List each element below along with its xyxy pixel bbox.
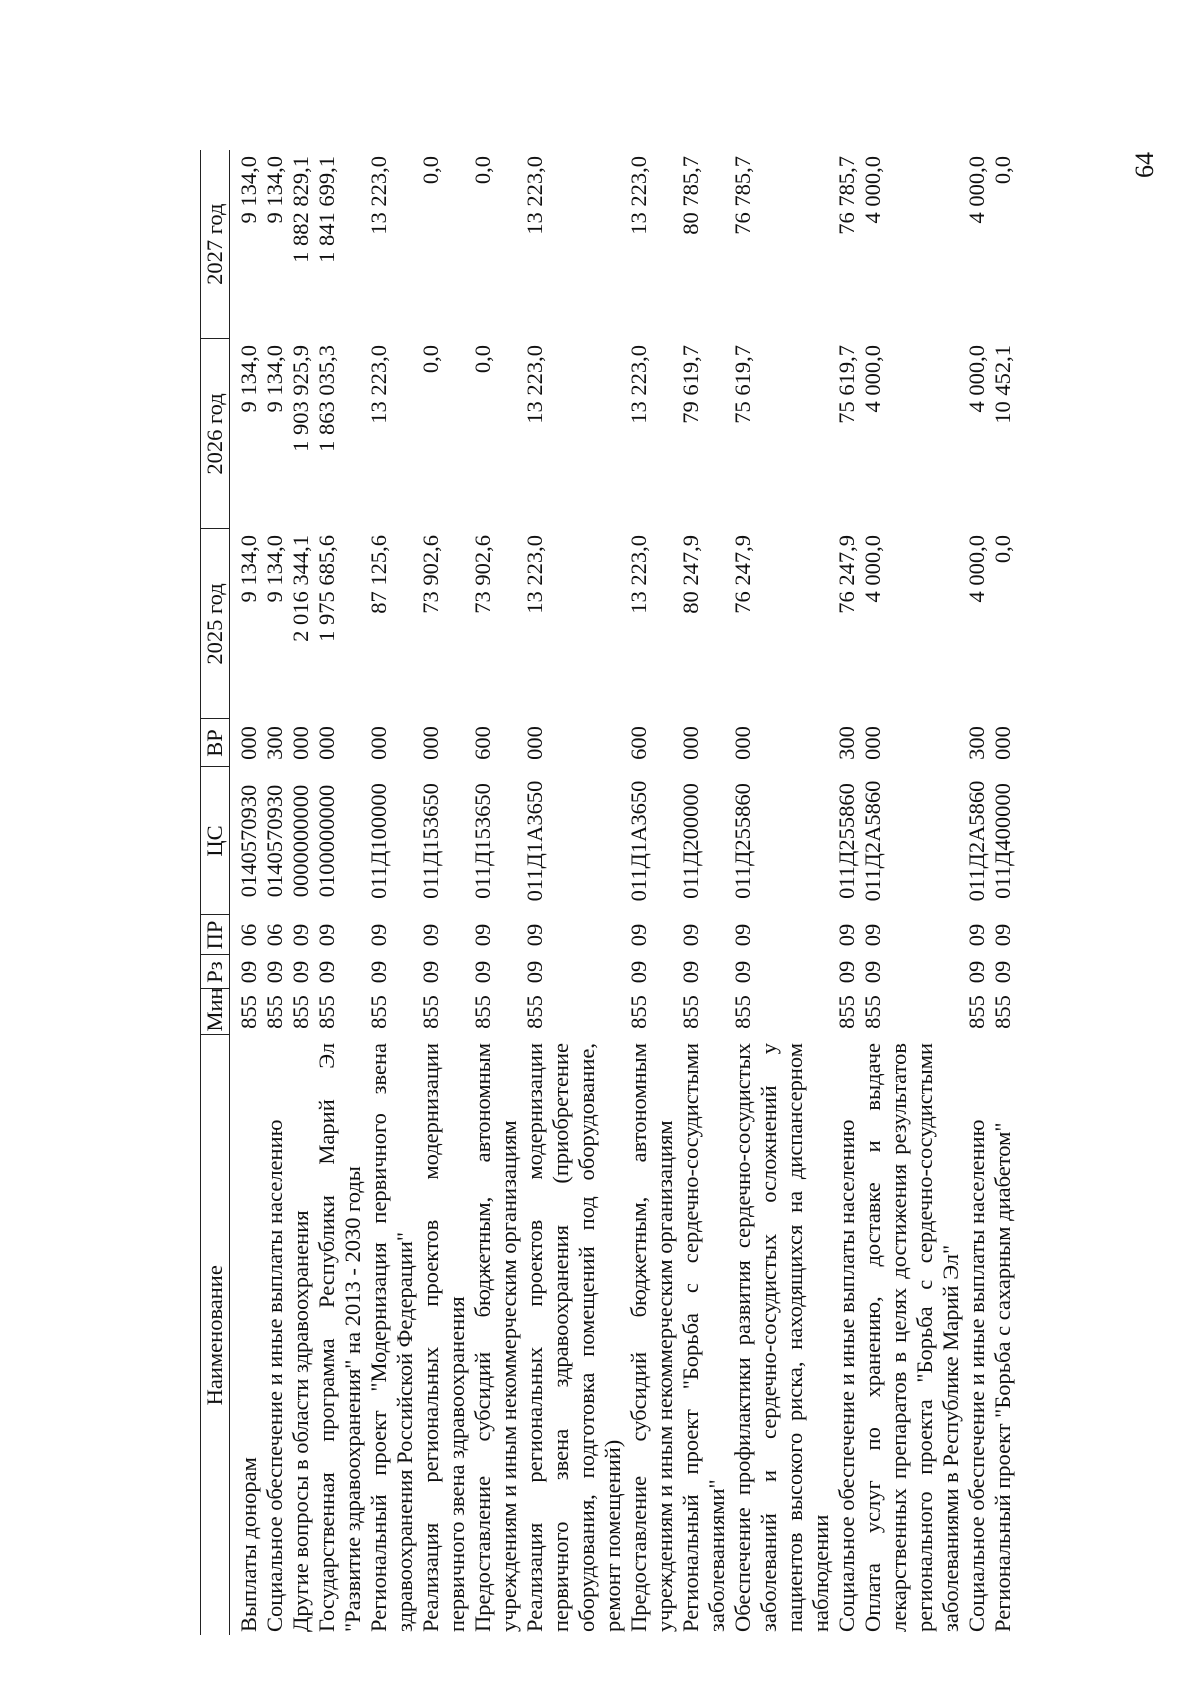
cell-rz: 09 xyxy=(834,960,859,984)
table-row xyxy=(860,150,964,1635)
header-2027: 2027 год xyxy=(201,150,230,339)
cell-pr: 09 xyxy=(418,923,443,947)
cell-rz: 09 xyxy=(288,960,313,984)
cell-2027: 13 223,0 xyxy=(366,156,391,235)
cell-cs: 011Д255860 xyxy=(730,783,755,899)
cell-pr: 09 xyxy=(834,923,859,947)
cell-2025: 4 000,0 xyxy=(964,535,989,603)
table-row xyxy=(470,150,522,1635)
table-row xyxy=(730,150,834,1635)
header-cs: ЦС xyxy=(201,767,230,915)
cell-2027: 4 000,0 xyxy=(964,156,989,224)
cell-cs: 011Д255860 xyxy=(834,783,859,899)
cell-cs: 0140570930 xyxy=(262,784,287,898)
cell-2027: 4 000,0 xyxy=(860,156,885,224)
cell-rz: 09 xyxy=(262,960,287,984)
cell-2026: 9 134,0 xyxy=(262,345,287,413)
cell-2027: 0,0 xyxy=(418,156,443,185)
cell-2027: 0,0 xyxy=(470,156,495,185)
table-row xyxy=(522,150,626,1635)
header-min: Мин xyxy=(201,989,230,1035)
cell-cs: 011Д1А3650 xyxy=(522,780,547,902)
cell-pr: 09 xyxy=(678,923,703,947)
table-row xyxy=(678,150,730,1635)
table-row xyxy=(236,150,262,1635)
cell-2026: 1 903 925,9 xyxy=(288,345,313,452)
cell-pr: 09 xyxy=(860,923,885,947)
cell-2025: 0,0 xyxy=(990,535,1015,564)
cell-name: Социальное обеспечение и иные выплаты населению xyxy=(262,1119,287,1632)
cell-rz: 09 xyxy=(522,960,547,984)
table-row xyxy=(964,150,990,1635)
cell-name: Социальное обеспечение и иные выплаты населению xyxy=(834,1119,859,1632)
cell-pr: 06 xyxy=(236,923,261,947)
cell-min: 855 xyxy=(366,995,391,1029)
cell-2025: 1 975 685,6 xyxy=(314,535,339,642)
cell-rz: 09 xyxy=(418,960,443,984)
cell-2025: 2 016 344,1 xyxy=(288,535,313,642)
cell-pr: 09 xyxy=(470,923,495,947)
cell-2026: 4 000,0 xyxy=(964,345,989,413)
cell-2027: 9 134,0 xyxy=(236,156,261,224)
cell-name: Региональный проект "Борьба с сердечно-сосудистыми заболеваниями" xyxy=(678,1043,729,1632)
cell-vr: 000 xyxy=(236,726,261,760)
cell-name: Предоставление субсидий бюджетным, автономным учреждениям и иным некоммерческим организациям xyxy=(470,1043,521,1632)
cell-name: Реализация региональных проектов модернизации первичного звена здравоохранения (приобретение оборудования, подготовка помещений под оборудование, ремонт помещений) xyxy=(522,1043,625,1632)
cell-vr: 300 xyxy=(964,726,989,760)
cell-rz: 09 xyxy=(470,960,495,984)
cell-2026: 1 863 035,3 xyxy=(314,345,339,452)
cell-cs: 011Д153650 xyxy=(470,783,495,899)
cell-min: 855 xyxy=(418,995,443,1029)
cell-cs: 011Д100000 xyxy=(366,783,391,899)
cell-pr: 09 xyxy=(626,923,651,947)
cell-cs: 011Д1А3650 xyxy=(626,780,651,902)
cell-2026: 10 452,1 xyxy=(990,345,1015,424)
cell-pr: 09 xyxy=(522,923,547,947)
cell-2025: 4 000,0 xyxy=(860,535,885,603)
cell-rz: 09 xyxy=(730,960,755,984)
table-row xyxy=(366,150,418,1635)
cell-min: 855 xyxy=(730,995,755,1029)
cell-min: 855 xyxy=(314,995,339,1029)
cell-2026: 4 000,0 xyxy=(860,345,885,413)
header-rz: Рз xyxy=(201,955,230,989)
cell-vr: 300 xyxy=(262,726,287,760)
cell-vr: 000 xyxy=(418,726,443,760)
cell-cs: 0100000000 xyxy=(314,784,339,898)
header-2026: 2026 год xyxy=(201,339,230,529)
cell-cs: 011Д153650 xyxy=(418,783,443,899)
cell-cs: 011Д200000 xyxy=(678,783,703,899)
cell-2027: 9 134,0 xyxy=(262,156,287,224)
cell-pr: 09 xyxy=(288,923,313,947)
cell-2027: 1 841 699,1 xyxy=(314,156,339,263)
cell-2025: 13 223,0 xyxy=(522,535,547,614)
table-body xyxy=(230,150,1017,1635)
cell-name: Социальное обеспечение и иные выплаты населению xyxy=(964,1119,989,1632)
cell-pr: 09 xyxy=(964,923,989,947)
cell-name: Выплаты донорам xyxy=(236,1457,261,1632)
table-row xyxy=(834,150,860,1635)
cell-pr: 09 xyxy=(730,923,755,947)
cell-vr: 600 xyxy=(470,726,495,760)
cell-vr: 000 xyxy=(860,726,885,760)
cell-cs: 0140570930 xyxy=(236,784,261,898)
cell-rz: 09 xyxy=(964,960,989,984)
cell-2025: 73 902,6 xyxy=(470,535,495,614)
cell-2027: 76 785,7 xyxy=(834,156,859,235)
cell-2027: 80 785,7 xyxy=(678,156,703,235)
cell-2026: 79 619,7 xyxy=(678,345,703,424)
table-row xyxy=(314,150,366,1635)
cell-min: 855 xyxy=(522,995,547,1029)
cell-min: 855 xyxy=(990,995,1015,1029)
cell-vr: 000 xyxy=(990,726,1015,760)
cell-2027: 0,0 xyxy=(990,156,1015,185)
cell-min: 855 xyxy=(288,995,313,1029)
cell-min: 855 xyxy=(262,995,287,1029)
cell-2025: 87 125,6 xyxy=(366,535,391,614)
cell-2026: 9 134,0 xyxy=(236,345,261,413)
cell-vr: 600 xyxy=(626,726,651,760)
cell-pr: 09 xyxy=(314,923,339,947)
cell-cs: 011Д2А5860 xyxy=(860,780,885,902)
table-header-row xyxy=(201,150,230,1635)
cell-2027: 76 785,7 xyxy=(730,156,755,235)
cell-pr: 09 xyxy=(990,923,1015,947)
cell-vr: 000 xyxy=(678,726,703,760)
cell-rz: 09 xyxy=(366,960,391,984)
cell-pr: 06 xyxy=(262,923,287,947)
cell-2026: 0,0 xyxy=(470,345,495,374)
cell-2027: 13 223,0 xyxy=(522,156,547,235)
header-vr: ВР xyxy=(201,719,230,767)
table-row xyxy=(418,150,470,1635)
page-number: 64 xyxy=(1130,152,1159,178)
cell-min: 855 xyxy=(470,995,495,1029)
header-name: Наименование xyxy=(201,1035,230,1635)
cell-cs: 0000000000 xyxy=(288,784,313,898)
cell-2026: 0,0 xyxy=(418,345,443,374)
cell-2025: 76 247,9 xyxy=(834,535,859,614)
cell-name: Региональный проект "Модернизация первичного звена здравоохранения Российской Федерации" xyxy=(366,1043,417,1632)
rotated-table-container xyxy=(200,150,1040,1635)
budget-table xyxy=(200,150,1016,1635)
cell-rz: 09 xyxy=(990,960,1015,984)
cell-name: Предоставление субсидий бюджетным, автономным учреждениям и иным некоммерческим организациям xyxy=(626,1043,677,1632)
cell-name: Реализация региональных проектов модернизации первичного звена здравоохранения xyxy=(418,1043,469,1632)
cell-2027: 13 223,0 xyxy=(626,156,651,235)
cell-min: 855 xyxy=(236,995,261,1029)
cell-cs: 011Д400000 xyxy=(990,783,1015,899)
cell-2025: 76 247,9 xyxy=(730,535,755,614)
cell-2025: 9 134,0 xyxy=(236,535,261,603)
cell-min: 855 xyxy=(626,995,651,1029)
table-row xyxy=(262,150,288,1635)
cell-vr: 000 xyxy=(366,726,391,760)
cell-name: Государственная программа Республики Марий Эл "Развитие здравоохранения" на 2013 - 2030 годы xyxy=(314,1043,365,1632)
header-pr: ПР xyxy=(201,915,230,955)
cell-min: 855 xyxy=(964,995,989,1029)
table-row xyxy=(990,150,1016,1635)
cell-rz: 09 xyxy=(678,960,703,984)
cell-name: Региональный проект "Борьба с сахарным диабетом" xyxy=(990,1122,1015,1632)
cell-2025: 73 902,6 xyxy=(418,535,443,614)
cell-2026: 13 223,0 xyxy=(522,345,547,424)
cell-2025: 80 247,9 xyxy=(678,535,703,614)
cell-vr: 000 xyxy=(522,726,547,760)
table-row xyxy=(288,150,314,1635)
cell-min: 855 xyxy=(860,995,885,1029)
cell-name: Другие вопросы в области здравоохранения xyxy=(288,1210,313,1632)
cell-2026: 75 619,7 xyxy=(730,345,755,424)
cell-2026: 75 619,7 xyxy=(834,345,859,424)
cell-rz: 09 xyxy=(626,960,651,984)
cell-2025: 9 134,0 xyxy=(262,535,287,603)
cell-min: 855 xyxy=(678,995,703,1029)
cell-name: Оплата услуг по хранению, доставке и выдаче лекарственных препаратов в целях достижения результатов регионального проекта "Борьба с сердечно-сосудистыми заболеваниями в Республике Марий Эл" xyxy=(860,1043,963,1632)
cell-2026: 13 223,0 xyxy=(366,345,391,424)
cell-2026: 13 223,0 xyxy=(626,345,651,424)
cell-2025: 13 223,0 xyxy=(626,535,651,614)
cell-vr: 300 xyxy=(834,726,859,760)
cell-vr: 000 xyxy=(314,726,339,760)
cell-name: Обеспечение профилактики развития сердечно-сосудистых заболеваний и сердечно-сосудистых осложнений у пациентов высокого риска, находящихся на диспансерном наблюдении xyxy=(730,1043,833,1632)
cell-rz: 09 xyxy=(860,960,885,984)
cell-vr: 000 xyxy=(730,726,755,760)
cell-pr: 09 xyxy=(366,923,391,947)
cell-rz: 09 xyxy=(314,960,339,984)
table-row xyxy=(626,150,678,1635)
header-2025: 2025 год xyxy=(201,529,230,719)
cell-vr: 000 xyxy=(288,726,313,760)
cell-min: 855 xyxy=(834,995,859,1029)
cell-2027: 1 882 829,1 xyxy=(288,156,313,263)
cell-rz: 09 xyxy=(236,960,261,984)
cell-cs: 011Д2А5860 xyxy=(964,780,989,902)
